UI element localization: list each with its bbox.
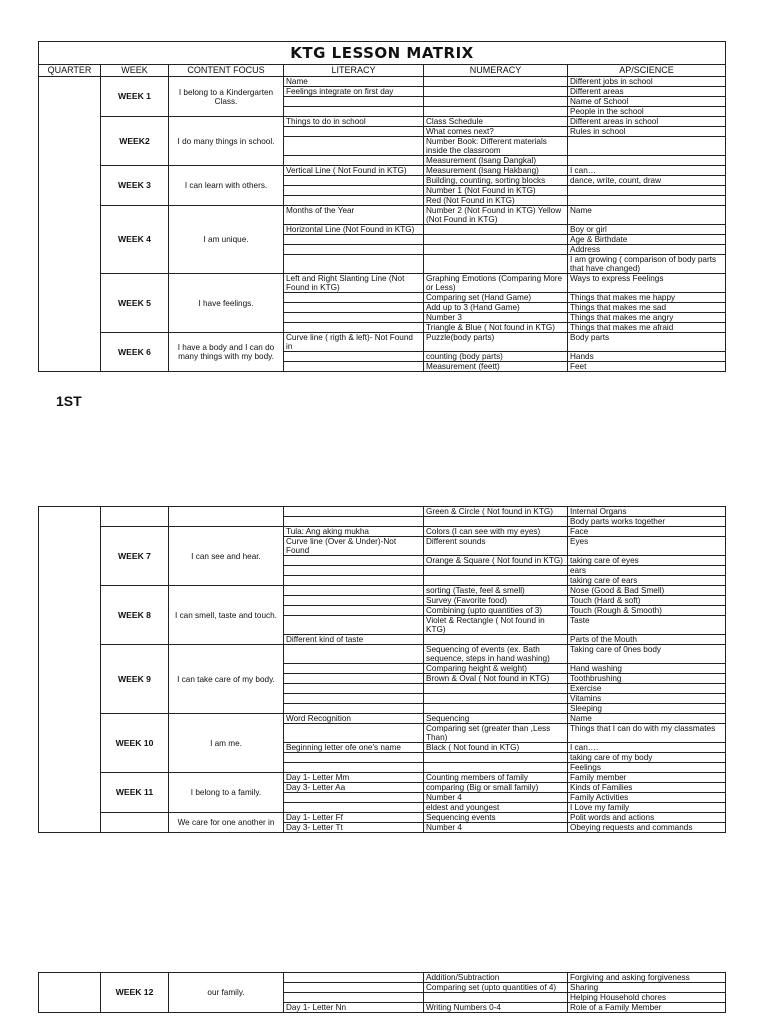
week-cell: WEEK 6 <box>101 333 169 372</box>
literacy-cell <box>284 674 424 684</box>
content-focus-cell: I am me. <box>169 714 284 773</box>
numeracy-cell: Number 4 <box>424 793 568 803</box>
lesson-matrix-table-page3 <box>38 972 726 1013</box>
ap-science-cell: Address <box>568 245 726 255</box>
literacy-cell <box>284 186 424 196</box>
numeracy-cell: Black ( Not found in KTG) <box>424 743 568 753</box>
numeracy-cell: Measurement (Isang Dangkal) <box>424 156 568 166</box>
ap-science-cell: Internal Organs <box>568 507 726 517</box>
numeracy-cell <box>424 993 568 1003</box>
document-page-2 <box>0 430 768 890</box>
numeracy-cell: Add up to 3 (Hand Game) <box>424 303 568 313</box>
ap-science-cell: Touch (Hard & soft) <box>568 596 726 606</box>
ap-science-cell <box>568 196 726 206</box>
ap-science-cell: Body parts works together <box>568 517 726 527</box>
week-cell: WEEK2 <box>101 117 169 166</box>
literacy-cell <box>284 576 424 586</box>
ap-science-cell: Age & Birthdate <box>568 235 726 245</box>
week-cell <box>101 813 169 833</box>
ap-science-cell: I can… <box>568 166 726 176</box>
week-cell: WEEK 4 <box>101 206 169 274</box>
ap-science-cell: Things that makes me happy <box>568 293 726 303</box>
numeracy-cell: Number Book: Different materials inside the classroom <box>424 137 568 156</box>
literacy-cell <box>284 596 424 606</box>
ap-science-cell: Kinds of Families <box>568 783 726 793</box>
literacy-cell <box>284 973 424 983</box>
literacy-cell <box>284 293 424 303</box>
ap-science-cell: Forgiving and asking forgiveness <box>568 973 726 983</box>
ap-science-cell: Eyes <box>568 537 726 556</box>
numeracy-cell <box>424 694 568 704</box>
literacy-cell <box>284 753 424 763</box>
numeracy-cell: comparing (Big or small family) <box>424 783 568 793</box>
numeracy-cell: Green & Circle ( Not found in KTG) <box>424 507 568 517</box>
ap-science-cell: Sleeping <box>568 704 726 714</box>
content-focus-cell: I can learn with others. <box>169 166 284 206</box>
literacy-cell <box>284 566 424 576</box>
literacy-cell <box>284 303 424 313</box>
numeracy-cell: Comparing set (Hand Game) <box>424 293 568 303</box>
literacy-cell: Different kind of taste <box>284 635 424 645</box>
ap-science-cell: ears <box>568 566 726 576</box>
document-page-3 <box>0 970 768 1024</box>
literacy-cell <box>284 352 424 362</box>
table-row <box>39 645 726 664</box>
header-content-focus: CONTENT FOCUS <box>169 65 284 77</box>
literacy-cell <box>284 137 424 156</box>
numeracy-cell <box>424 77 568 87</box>
content-focus-cell: We care for one another in <box>169 813 284 833</box>
ap-science-cell: Different areas <box>568 87 726 97</box>
literacy-cell <box>284 176 424 186</box>
ap-science-cell: Family member <box>568 773 726 783</box>
literacy-cell <box>284 196 424 206</box>
numeracy-cell: Comparing set (greater than ,Less Than) <box>424 724 568 743</box>
numeracy-cell <box>424 635 568 645</box>
table-row <box>39 206 726 225</box>
ap-science-cell: Parts of the Mouth <box>568 635 726 645</box>
content-focus-cell: I can take care of my body. <box>169 645 284 714</box>
literacy-cell <box>284 313 424 323</box>
content-focus-cell: I belong to a family. <box>169 773 284 813</box>
week-cell: WEEK 8 <box>101 586 169 645</box>
literacy-cell <box>284 684 424 694</box>
literacy-cell: Left and Right Slanting Line (Not Found in KTG) <box>284 274 424 293</box>
ap-science-cell: Things that makes me sad <box>568 303 726 313</box>
literacy-cell <box>284 235 424 245</box>
ap-science-cell: Taste <box>568 616 726 635</box>
ap-science-cell: taking care of my body <box>568 753 726 763</box>
header-literacy: LITERACY <box>284 65 424 77</box>
numeracy-cell: Number 2 (Not Found in KTG) Yellow (Not Found in KTG) <box>424 206 568 225</box>
ap-science-cell: taking care of eyes <box>568 556 726 566</box>
content-focus-cell: I belong to a Kindergarten Class. <box>169 77 284 117</box>
numeracy-cell <box>424 576 568 586</box>
literacy-cell <box>284 507 424 517</box>
numeracy-cell: Measurement (feett) <box>424 362 568 372</box>
literacy-cell: Horizontal Line (Not Found in KTG) <box>284 225 424 235</box>
table-row <box>39 973 726 983</box>
quarter-cell <box>39 507 101 833</box>
literacy-cell <box>284 556 424 566</box>
ap-science-cell: Things that I can do with my classmates <box>568 724 726 743</box>
literacy-cell <box>284 97 424 107</box>
document-title: KTG LESSON MATRIX <box>39 42 726 65</box>
content-focus-cell <box>169 507 284 527</box>
table-row <box>39 813 726 823</box>
content-focus-cell: I am unique. <box>169 206 284 274</box>
table-row <box>39 274 726 293</box>
ap-science-cell: taking care of ears <box>568 576 726 586</box>
week-cell: WEEK 1 <box>101 77 169 117</box>
numeracy-cell: Sequencing <box>424 714 568 724</box>
numeracy-cell: Counting members of family <box>424 773 568 783</box>
table-row <box>39 527 726 537</box>
numeracy-cell: What comes next? <box>424 127 568 137</box>
numeracy-cell: Comparing set (upto quantities of 4) <box>424 983 568 993</box>
ap-science-cell: Feelings <box>568 763 726 773</box>
ap-science-cell: Name <box>568 714 726 724</box>
lesson-matrix-table-page1 <box>38 41 726 372</box>
ap-science-cell: Taking care of 0nes body <box>568 645 726 664</box>
numeracy-cell <box>424 517 568 527</box>
literacy-cell <box>284 993 424 1003</box>
ap-science-cell: Family Activities <box>568 793 726 803</box>
header-week: WEEK <box>101 65 169 77</box>
week-cell: WEEK 9 <box>101 645 169 714</box>
ap-science-cell: Hand washing <box>568 664 726 674</box>
literacy-cell: Curve line ( rigth & left)- Not Found in <box>284 333 424 352</box>
ap-science-cell: Sharing <box>568 983 726 993</box>
literacy-cell <box>284 645 424 664</box>
ap-science-cell <box>568 186 726 196</box>
numeracy-cell: Addition/Subtraction <box>424 973 568 983</box>
ap-science-cell: Name <box>568 206 726 225</box>
content-focus-cell: I have a body and I can do many things with my body. <box>169 333 284 372</box>
literacy-cell: Beginning letter ofe one's name <box>284 743 424 753</box>
week-cell: WEEK 3 <box>101 166 169 206</box>
table-row <box>39 773 726 783</box>
ap-science-cell: Things that makes me angry <box>568 313 726 323</box>
table-row <box>39 166 726 176</box>
numeracy-cell <box>424 225 568 235</box>
literacy-cell <box>284 606 424 616</box>
week-cell: WEEK 10 <box>101 714 169 773</box>
numeracy-cell: Survey (Favorite food) <box>424 596 568 606</box>
ap-science-cell: Body parts <box>568 333 726 352</box>
header-quarter: QUARTER <box>39 65 101 77</box>
numeracy-cell <box>424 704 568 714</box>
numeracy-cell: Colors (I can see with my eyes) <box>424 527 568 537</box>
literacy-cell <box>284 245 424 255</box>
ap-science-cell: Hands <box>568 352 726 362</box>
literacy-cell: Months of the Year <box>284 206 424 225</box>
numeracy-cell <box>424 684 568 694</box>
ap-science-cell: Polit words and actions <box>568 813 726 823</box>
table-row <box>39 117 726 127</box>
literacy-cell: Day 1- Letter Nn <box>284 1003 424 1013</box>
literacy-cell <box>284 586 424 596</box>
numeracy-cell <box>424 763 568 773</box>
literacy-cell: Word Recognition <box>284 714 424 724</box>
literacy-cell: Vertical Line ( Not Found in KTG) <box>284 166 424 176</box>
week-cell: WEEK 11 <box>101 773 169 813</box>
week-cell: WEEK 12 <box>101 973 169 1013</box>
literacy-cell <box>284 616 424 635</box>
header-row <box>39 65 726 77</box>
numeracy-cell: Brown & Oval ( Not found in KTG) <box>424 674 568 684</box>
week-cell: WEEK 7 <box>101 527 169 586</box>
literacy-cell: Day 3- Letter Tt <box>284 823 424 833</box>
numeracy-cell: eldest and youngest <box>424 803 568 813</box>
literacy-cell <box>284 127 424 137</box>
numeracy-cell: Combining (upto quantities of 3) <box>424 606 568 616</box>
numeracy-cell: Puzzle(body parts) <box>424 333 568 352</box>
numeracy-cell: Building, counting, sorting blocks <box>424 176 568 186</box>
numeracy-cell: Comparing height & weight) <box>424 664 568 674</box>
literacy-cell <box>284 694 424 704</box>
literacy-cell <box>284 704 424 714</box>
ap-science-cell <box>568 156 726 166</box>
ap-science-cell: Toothbrushing <box>568 674 726 684</box>
ap-science-cell: Ways to express Feelings <box>568 274 726 293</box>
content-focus-cell: I do many things in school. <box>169 117 284 166</box>
numeracy-cell: Graphing Emotions (Comparing More or Less) <box>424 274 568 293</box>
numeracy-cell: Number 4 <box>424 823 568 833</box>
ap-science-cell <box>568 137 726 156</box>
literacy-cell: Name <box>284 77 424 87</box>
ap-science-cell: Role of a Family Member <box>568 1003 726 1013</box>
header-numeracy: NUMERACY <box>424 65 568 77</box>
quarter-label: 1ST <box>56 393 82 409</box>
numeracy-cell: Class Schedule <box>424 117 568 127</box>
literacy-cell <box>284 664 424 674</box>
document-page-1 <box>0 0 768 430</box>
numeracy-cell: Sequencing of events (ex. Bath sequence, steps in hand washing) <box>424 645 568 664</box>
content-focus-cell: I have feelings. <box>169 274 284 333</box>
numeracy-cell: Measurement (Isang Hakbang) <box>424 166 568 176</box>
week-cell: WEEK 5 <box>101 274 169 333</box>
week-cell <box>101 507 169 527</box>
literacy-cell <box>284 517 424 527</box>
ap-science-cell: dance, write, count, draw <box>568 176 726 186</box>
numeracy-cell: Sequencing events <box>424 813 568 823</box>
literacy-cell: Tula: Ang aking mukha <box>284 527 424 537</box>
content-focus-cell: I can see and hear. <box>169 527 284 586</box>
ap-science-cell: Different areas in school <box>568 117 726 127</box>
numeracy-cell: Different sounds <box>424 537 568 556</box>
ap-science-cell: I Love my family <box>568 803 726 813</box>
ap-science-cell: Face <box>568 527 726 537</box>
literacy-cell: Things to do in school <box>284 117 424 127</box>
literacy-cell: Day 1- Letter Mm <box>284 773 424 783</box>
numeracy-cell: Number 3 <box>424 313 568 323</box>
numeracy-cell: sorting (Taste, feel & smell) <box>424 586 568 596</box>
literacy-cell <box>284 255 424 274</box>
numeracy-cell <box>424 566 568 576</box>
numeracy-cell: Writing Numbers 0-4 <box>424 1003 568 1013</box>
literacy-cell <box>284 156 424 166</box>
numeracy-cell <box>424 235 568 245</box>
lesson-matrix-table-page2 <box>38 506 726 833</box>
table-row <box>39 333 726 352</box>
ap-science-cell: Different jobs in school <box>568 77 726 87</box>
table-row <box>39 586 726 596</box>
ap-science-cell: Nose (Good & Bad Smell) <box>568 586 726 596</box>
literacy-cell <box>284 763 424 773</box>
ap-science-cell: I can…. <box>568 743 726 753</box>
literacy-cell <box>284 983 424 993</box>
numeracy-cell: counting (body parts) <box>424 352 568 362</box>
numeracy-cell: Violet & Rectangle ( Not found in KTG) <box>424 616 568 635</box>
literacy-cell: Feelings integrate on first day <box>284 87 424 97</box>
literacy-cell: Day 1- Letter Ff <box>284 813 424 823</box>
literacy-cell <box>284 323 424 333</box>
ap-science-cell: Name of School <box>568 97 726 107</box>
ap-science-cell: Rules in school <box>568 127 726 137</box>
numeracy-cell <box>424 107 568 117</box>
literacy-cell <box>284 107 424 117</box>
quarter-cell <box>39 973 101 1013</box>
ap-science-cell: Feet <box>568 362 726 372</box>
numeracy-cell <box>424 245 568 255</box>
literacy-cell <box>284 362 424 372</box>
numeracy-cell <box>424 753 568 763</box>
content-focus-cell: I can smell, taste and touch. <box>169 586 284 645</box>
ap-science-cell: Helping Household chores <box>568 993 726 1003</box>
ap-science-cell: People in the school <box>568 107 726 117</box>
ap-science-cell: Exercise <box>568 684 726 694</box>
literacy-cell <box>284 793 424 803</box>
numeracy-cell: Number 1 (Not Found in KTG) <box>424 186 568 196</box>
ap-science-cell: Boy or girl <box>568 225 726 235</box>
header-ap-science: AP/SCIENCE <box>568 65 726 77</box>
numeracy-cell: Orange & Square ( Not found in KTG) <box>424 556 568 566</box>
ap-science-cell: Obeying requests and commands <box>568 823 726 833</box>
quarter-cell <box>39 77 101 372</box>
ap-science-cell: Vitamins <box>568 694 726 704</box>
table-row <box>39 507 726 517</box>
table-row <box>39 77 726 87</box>
literacy-cell <box>284 724 424 743</box>
literacy-cell: Day 3- Letter Aa <box>284 783 424 793</box>
numeracy-cell: Red (Not Found in KTG) <box>424 196 568 206</box>
content-focus-cell: our family. <box>169 973 284 1013</box>
ap-science-cell: Touch (Rough & Smooth) <box>568 606 726 616</box>
table-row <box>39 714 726 724</box>
ap-science-cell: I am growing ( comparison of body parts that have changed) <box>568 255 726 274</box>
numeracy-cell <box>424 255 568 274</box>
numeracy-cell <box>424 97 568 107</box>
literacy-cell <box>284 803 424 813</box>
numeracy-cell <box>424 87 568 97</box>
numeracy-cell: Triangle & Blue ( Not found in KTG) <box>424 323 568 333</box>
literacy-cell: Curve line (Over & Under)-Not Found <box>284 537 424 556</box>
ap-science-cell: Things that makes me afraid <box>568 323 726 333</box>
